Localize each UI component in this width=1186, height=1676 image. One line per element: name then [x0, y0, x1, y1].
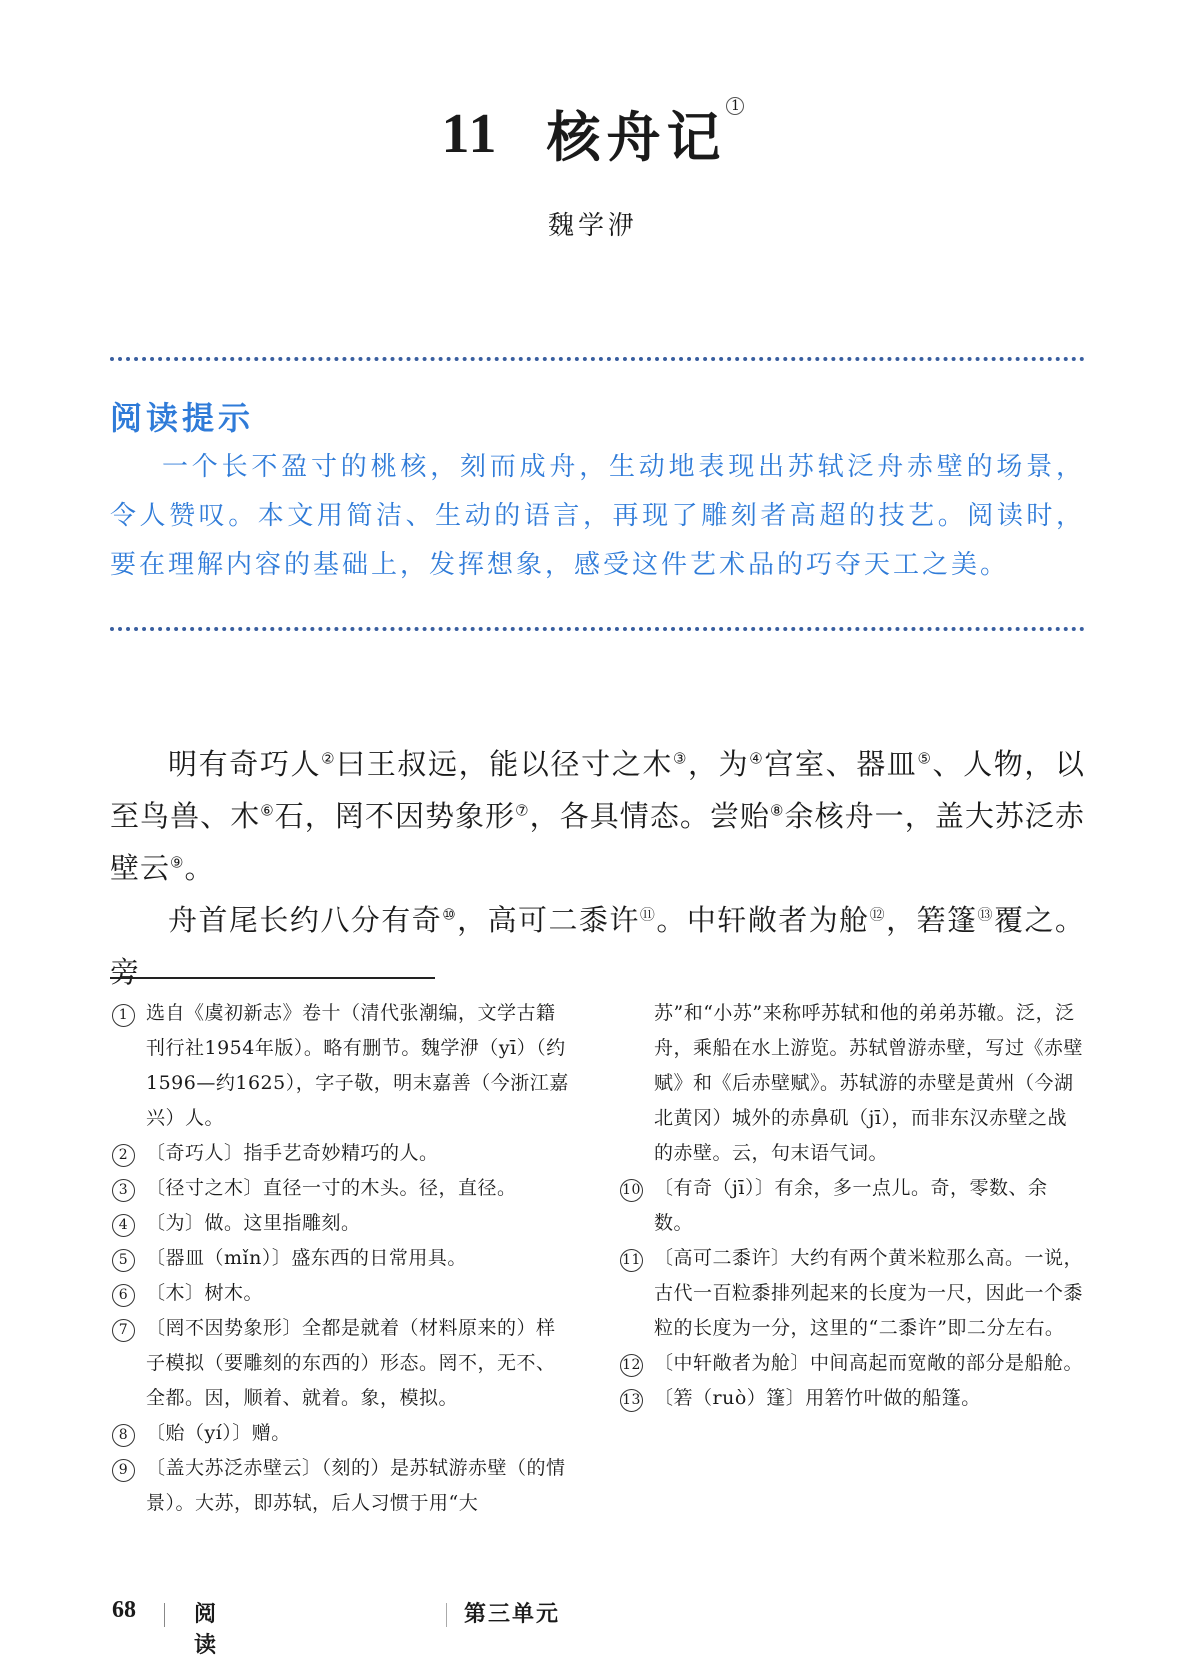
- footnote-reference: ⑤: [917, 749, 933, 768]
- footer-separator-2: [446, 1603, 447, 1627]
- text-run: ，为: [688, 747, 750, 781]
- text-run: ，高可二黍许: [457, 903, 640, 937]
- footnote-text: 〔奇巧人〕指手艺奇妙精巧的人。: [146, 1142, 439, 1164]
- reading-tip-body: [110, 443, 1085, 590]
- footnote-number: 11: [620, 1249, 643, 1272]
- footnote-item: [112, 1206, 574, 1241]
- author-name: 魏学洢: [547, 211, 638, 241]
- main-paragraph-1: [110, 738, 1085, 894]
- footnote-marker: [112, 1206, 146, 1241]
- footnote-number: 7: [112, 1319, 135, 1342]
- footnote-reference: ④: [749, 749, 765, 768]
- footnote-marker: [620, 1171, 654, 1206]
- text-run: 石，罔不因势象形: [274, 799, 516, 833]
- footnote-item: [112, 1276, 574, 1311]
- footnote-item: [112, 1171, 574, 1206]
- footnote-text: 〔为〕做。这里指雕刻。: [146, 1212, 361, 1234]
- footnote-reference: ⑪: [639, 905, 657, 924]
- footer-unit: 第三单元: [464, 1601, 561, 1627]
- main-paragraph-2: [110, 894, 1085, 998]
- footnote-item: [112, 1136, 574, 1171]
- footnote-item: [112, 1241, 574, 1276]
- main-text: [110, 738, 1085, 998]
- footnote-reference: ⑥: [260, 801, 275, 820]
- footnote-marker: [112, 1276, 146, 1311]
- footnote-reference: ⑨: [170, 853, 185, 872]
- title-footnote-marker: 1: [726, 97, 744, 115]
- footnote-text: 〔径寸之木〕直径一寸的木头。径，直径。: [146, 1177, 517, 1199]
- footnote-number: 10: [620, 1179, 643, 1202]
- footnote-text: 选自《虞初新志》卷十（清代张潮编，文学古籍刊行社1954年版）。略有删节。魏学洢（yī）（约1596—约1625），字子敬，明末嘉善（今浙江嘉兴）人。: [146, 1002, 569, 1129]
- footnote-reference: ②: [321, 749, 337, 768]
- footnote-rule: [110, 977, 435, 979]
- lesson-number: 11: [441, 102, 499, 165]
- footnote-reference: ③: [672, 749, 689, 768]
- footnote-number: 13: [620, 1389, 643, 1412]
- footnote-item: [112, 1416, 574, 1451]
- footnote-text: 〔盖大苏泛赤壁云〕（刻的）是苏轼游赤壁（的情景）。大苏，即苏轼，后人习惯于用“大: [146, 1457, 566, 1514]
- footnote-number: 6: [112, 1284, 135, 1307]
- footnote-item: [112, 996, 574, 1136]
- footnote-number: 9: [112, 1459, 135, 1482]
- dotted-divider-top: [110, 357, 1085, 361]
- text-run: 覆之。旁: [110, 903, 1085, 989]
- footnote-reference: ⑧: [770, 801, 785, 820]
- footnote-marker: [620, 1381, 654, 1416]
- reading-tip-text: 一个长不盈寸的桃核，刻而成舟，生动地表现出苏轼泛舟赤壁的场景，令人赞叹。本文用简洁、生动的语言，再现了雕刻者高超的技艺。阅读时，要在理解内容的基础上，发挥想象，感受这件艺术品的巧夺天工之美。: [110, 452, 1085, 580]
- footnote-item: [620, 1241, 1085, 1346]
- footnote-text: 〔中轩敞者为舱〕中间高起而宽敞的部分是船舱。: [654, 1352, 1084, 1374]
- footnote-text: 苏”和“小苏”来称呼苏轼和他的弟弟苏辙。泛，泛舟，乘船在水上游览。苏轼曾游赤壁，写过《赤壁赋》和《后赤壁赋》。苏轼游的赤壁是黄州（今湖北黄冈）城外的赤鼻矶（jī），而非东汉赤壁之战的赤壁。云，句末语气词。: [654, 1002, 1084, 1164]
- footnote-text: 〔有奇（jī）〕有余，多一点儿。奇，零数、余数。: [654, 1177, 1048, 1234]
- lesson-title: [0, 95, 1186, 172]
- dotted-divider-bottom: [110, 627, 1085, 631]
- text-run: 。中轩敞者为舱: [656, 903, 870, 937]
- footnote-marker: [112, 1311, 146, 1346]
- footnote-number: 2: [112, 1144, 135, 1167]
- footnote-item: [620, 1346, 1085, 1381]
- footnote-number: 1: [112, 1004, 135, 1027]
- footnote-marker: [112, 1136, 146, 1171]
- footnotes-right-column: [620, 996, 1085, 1416]
- footnote-text: 〔木〕树木。: [146, 1282, 264, 1304]
- footnote-number: 3: [112, 1179, 135, 1202]
- footnote-item: [620, 996, 1085, 1171]
- text-run: ，各具情态。尝贻: [529, 799, 771, 833]
- footer-section: 阅读: [194, 1601, 223, 1658]
- footnote-marker: [112, 1451, 146, 1486]
- footnote-reference: ⑦: [515, 801, 530, 820]
- footnote-number: 8: [112, 1424, 135, 1447]
- footnote-marker: [620, 1241, 654, 1276]
- footer-separator: [164, 1603, 165, 1627]
- footnote-marker: [112, 996, 146, 1031]
- footnote-reference: ⑩: [442, 905, 458, 924]
- text-run: 、人物，以至鸟兽、木: [110, 747, 1085, 833]
- footnote-marker: [112, 1241, 146, 1276]
- footnote-marker: [112, 1171, 146, 1206]
- text-run: 。: [184, 851, 215, 885]
- text-run: 舟首尾长约八分有奇: [168, 903, 443, 937]
- footnote-reference: ⑬: [977, 905, 994, 924]
- footnotes-left-column: [112, 996, 574, 1521]
- reading-tip-heading: 阅读提示: [110, 399, 255, 437]
- text-run: 余核舟一，盖大苏泛赤壁云: [110, 799, 1085, 885]
- footnote-number: 5: [112, 1249, 135, 1272]
- footnote-number: 4: [112, 1214, 135, 1237]
- footnote-text: 〔罔不因势象形〕全都是就着（材料原来的）样子模拟（要雕刻的东西的）形态。罔不，无不、全都。因，顺着、就着。象，模拟。: [146, 1317, 556, 1409]
- footnote-text: 〔贻（yí）〕赠。: [146, 1422, 291, 1444]
- footnote-marker: [620, 1346, 654, 1381]
- text-run: 宫室、器皿: [764, 747, 918, 781]
- footnote-reference: ⑫: [869, 905, 887, 924]
- footnote-text: 〔器皿（mǐn）〕盛东西的日常用具。: [146, 1247, 467, 1269]
- footnote-text: 〔高可二黍许〕大约有两个黄米粒那么高。一说，古代一百粒黍排列起来的长度为一尺，因此一个黍粒的长度为一分，这里的“二黍许”即二分左右。: [654, 1247, 1084, 1339]
- footnote-item: [620, 1381, 1085, 1416]
- text-run: ，箬篷: [886, 903, 978, 937]
- footnote-item: [620, 1171, 1085, 1241]
- footnote-item: [112, 1451, 574, 1521]
- footnote-item: [112, 1311, 574, 1416]
- text-run: 曰王叔远，能以径寸之木: [336, 747, 673, 781]
- footnote-marker: [112, 1416, 146, 1451]
- text-run: 明有奇巧人: [168, 747, 322, 781]
- footnote-number: 12: [620, 1354, 643, 1377]
- footnote-text: 〔箬（ruò）篷〕用箬竹叶做的船篷。: [654, 1387, 981, 1409]
- page-number: 68: [112, 1597, 136, 1623]
- lesson-title-text: 核舟记: [546, 105, 727, 169]
